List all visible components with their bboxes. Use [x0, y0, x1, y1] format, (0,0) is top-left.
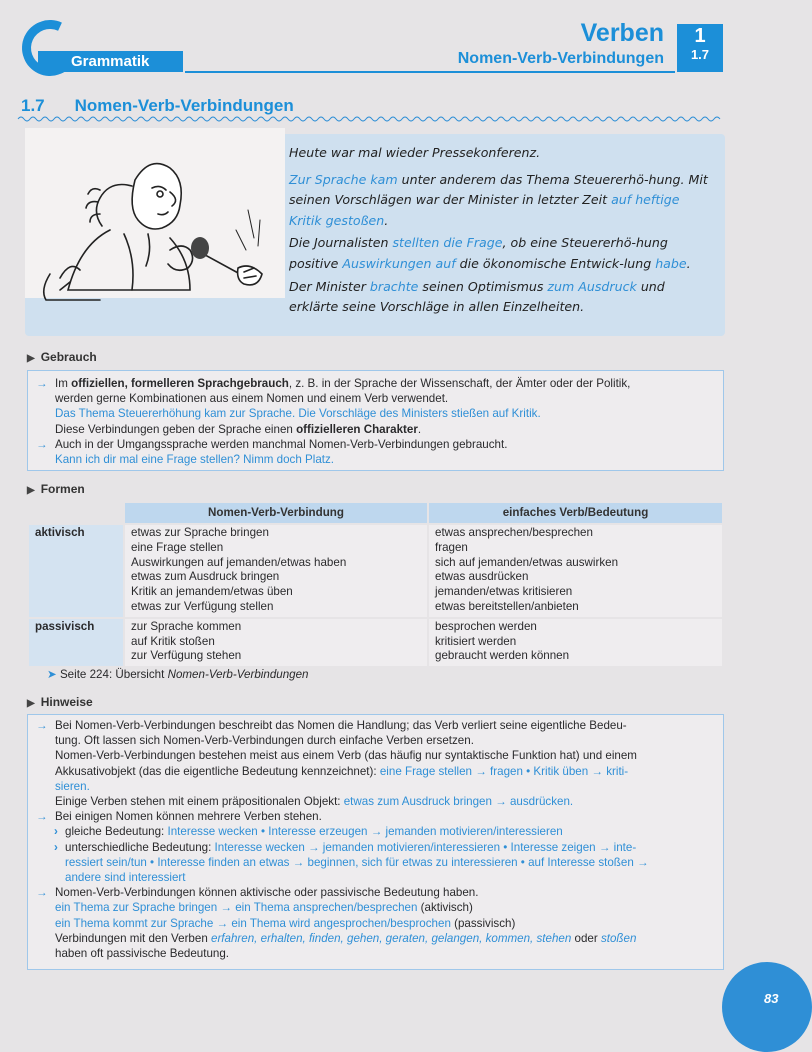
hinweis-line: [28, 718, 723, 733]
gebrauch-box: [27, 370, 724, 471]
text-run: Im: [55, 377, 72, 390]
example-text-run: Die Journalisten: [289, 235, 393, 251]
chapter-number: 1: [694, 25, 706, 47]
nvv-entry: etwas zur Sprache bringen: [131, 526, 269, 539]
hinweis-line: [28, 900, 723, 915]
text-line: [55, 437, 723, 452]
table-corner: [28, 502, 124, 524]
text-run: Auch in der Umgangssprache werden manchmal Nomen-Verb-Verbindungen gebraucht.: [55, 437, 508, 451]
text-run: stoßen: [600, 931, 637, 945]
verb-entry: etwas bereitstellen/anbieten: [435, 599, 579, 613]
verb-cell: [428, 618, 723, 667]
wavy-divider: [18, 115, 724, 123]
highlighted-phrase: brachte: [369, 278, 419, 294]
text-run: Einige Verben stehen mit einem präpositionalen Objekt:: [55, 795, 344, 809]
header-rule: [185, 71, 675, 73]
page-reference-prefix: Seite 224: Übersicht: [59, 668, 168, 681]
example-text-run: , ob eine Steuererhö-hung positive: [289, 235, 668, 271]
table-row: [28, 524, 723, 618]
hinweis-line: [28, 885, 723, 900]
verb-entry: etwas ansprechen/besprechen: [435, 526, 593, 539]
nvv-entry: etwas zum Ausdruck bringen: [131, 570, 280, 584]
hinweis-line: [28, 764, 723, 779]
hinweis-line: [28, 870, 723, 885]
text-run: Verbindungen mit den Verben: [55, 931, 211, 945]
text-run: (passivisch): [450, 916, 516, 930]
verb-entry: etwas ausdrücken: [435, 570, 529, 584]
verb-cell: [428, 524, 723, 618]
section-title-text: Nomen-Verb-Verbindungen: [74, 96, 294, 115]
grammatik-logo-c: [14, 12, 86, 84]
gebrauch-item: [28, 437, 723, 467]
example-text-run: unter anderem das Thema Steuererhö-hung. Mit seinen Vorschlägen war der Minister in letzter Zeit: [289, 171, 708, 208]
text-run: Bei Nomen-Verb-Verbindungen beschreibt das Nomen die Handlung; das Verb verliert seine eigentliche Bedeu-: [55, 719, 627, 732]
text-line: [55, 422, 723, 437]
text-run: Interesse wecken • Interesse erzeugen → jemanden motivieren/interessieren: [167, 825, 563, 839]
text-run: Interesse wecken → jemanden motivieren/interessieren • Interesse zeigen → inte-: [214, 840, 637, 854]
formen-heading: [27, 482, 85, 496]
hinweis-line: [28, 916, 723, 931]
text-run: ein Thema kommt zur Sprache → ein Thema wird angesprochen/besprochen: [55, 916, 451, 930]
text-run: erfahren, erhalten, finden, gehen, geraten, gelangen, kommen, stehen: [211, 931, 572, 945]
text-run: sieren.: [55, 779, 90, 793]
formen-heading-text: Formen: [40, 482, 85, 496]
verb-entry: sich auf jemanden/etwas auswirken: [435, 555, 619, 569]
text-run: gleiche Bedeutung:: [65, 825, 168, 839]
hinweise-heading: [27, 695, 93, 709]
example-text-run: seinen Optimismus: [418, 278, 548, 294]
nvv-entry: Kritik an jemandem/etwas üben: [131, 585, 293, 599]
table-header-nvv: Nomen-Verb-Verbindung: [124, 502, 428, 524]
gebrauch-heading-text: Gebrauch: [40, 350, 97, 364]
page-number: 83: [764, 991, 779, 1006]
example-text-run: die ökonomische Entwick-lung: [455, 255, 656, 271]
arrow-right-icon: →: [36, 886, 48, 900]
example-p2: [289, 170, 714, 232]
text-run: Bei einigen Nomen können mehrere Verben stehen.: [55, 810, 322, 824]
chapter-section-number: 1.7: [690, 47, 710, 62]
hinweis-line: [28, 931, 723, 946]
gebrauch-item: [28, 376, 723, 437]
arrow-right-icon: →: [36, 810, 48, 824]
example-p3: [289, 233, 714, 274]
nvv-entry: zur Verfügung stehen: [131, 649, 242, 663]
text-run: ein Thema zur Sprache bringen → ein Thema ansprechen/besprechen: [55, 901, 418, 915]
verb-entry: besprochen werden: [435, 619, 537, 633]
nvv-entry: eine Frage stellen: [131, 540, 224, 554]
example-text-run: Der Minister: [289, 278, 370, 294]
nvv-entry: etwas zur Verfügung stellen: [131, 599, 274, 613]
verb-entry: gebraucht werden können: [435, 649, 570, 663]
table-row: [28, 618, 723, 667]
text-run: haben oft passivische Bedeutung.: [55, 947, 230, 961]
arrow-right-icon: →: [36, 719, 48, 732]
highlighted-phrase: auf heftige Kritik gestoßen: [289, 192, 680, 228]
highlighted-phrase: stellten die Frage: [392, 235, 503, 251]
nvv-entry: auf Kritik stoßen: [131, 634, 215, 648]
triangle-icon: ▶: [27, 698, 35, 709]
bullet-icon: ›: [54, 825, 58, 839]
highlighted-phrase: habe: [655, 255, 687, 271]
example-text-run: .: [686, 255, 691, 271]
gebrauch-content: [28, 371, 723, 467]
chapter-badge: [677, 24, 723, 72]
text-run: andere sind interessiert: [65, 871, 186, 885]
hinweis-line: [28, 855, 723, 870]
hinweis-line: [28, 824, 723, 839]
text-run: Das Thema Steuererhöhung kam zur Sprache. Die Vorschläge des Ministers stießen auf Kritik.: [55, 407, 541, 421]
hinweis-line: [28, 840, 723, 855]
text-run: Diese Verbindungen geben der Sprache einen: [55, 422, 297, 436]
text-run: eine Frage stellen → fragen • Kritik üben → kriti-: [379, 764, 629, 778]
text-line: [55, 376, 723, 391]
text-run: unterschiedliche Bedeutung:: [65, 840, 215, 854]
text-run: , z. B. in der Sprache der Wissenschaft, der Ämter oder der Politik,: [288, 377, 631, 390]
minister-cartoon-illustration: [40, 150, 270, 310]
example-p4: [289, 277, 714, 318]
hinweis-line: [28, 733, 723, 748]
gebrauch-heading: [27, 350, 97, 364]
text-run: Nomen-Verb-Verbindungen bestehen meist aus einem Verb (das häufig nur syntaktische Funktion hat) und einem: [55, 749, 637, 763]
nvv-cell: [124, 618, 428, 667]
hinweis-line: [28, 809, 723, 824]
example-text-run: und erklärte seine Vorschläge in allen Einzelheiten.: [289, 278, 665, 315]
arrow-right-icon: →: [36, 377, 48, 390]
text-line: [55, 452, 723, 467]
arrow-right-icon: →: [36, 437, 48, 451]
text-run: etwas zum Ausdruck bringen → ausdrücken.: [343, 795, 574, 809]
table-header-verb: einfaches Verb/Bedeutung: [428, 502, 723, 524]
nvv-cell: [124, 524, 428, 618]
section-number: 1.7: [21, 96, 45, 115]
triangle-icon: ▶: [27, 353, 35, 364]
section-title: [21, 96, 294, 116]
text-run: Kann ich dir mal eine Frage stellen? Nimm doch Platz.: [55, 453, 335, 467]
text-run: Akkusativobjekt (das die eigentliche Bedeutung kennzeichnet):: [55, 764, 380, 778]
chapter-title: Verben: [580, 19, 664, 47]
hinweis-line: [28, 946, 723, 961]
nvv-entry: Auswirkungen auf jemanden/etwas haben: [131, 555, 347, 569]
text-line: [55, 406, 723, 421]
highlighted-phrase: Zur Sprache kam: [289, 171, 398, 187]
text-run: .: [417, 422, 422, 436]
text-run: Nomen-Verb-Verbindungen können aktivische oder passivische Bedeutung haben.: [55, 886, 479, 900]
text-run: ressiert sein/tun • Interesse finden an etwas → beginnen, sich für etwas zu interessieren • auf Interesse stoßen →: [65, 855, 649, 869]
text-line: [55, 391, 723, 406]
example-p1: Heute war mal wieder Pressekonferenz.: [289, 145, 541, 160]
hinweise-heading-text: Hinweise: [40, 695, 93, 709]
verb-entry: kritisiert werden: [435, 634, 517, 648]
bullet-icon: ›: [54, 840, 58, 854]
page-reference: [47, 667, 309, 682]
page-reference-title: Nomen-Verb-Verbindungen: [167, 668, 309, 681]
example-text-run: .: [384, 212, 389, 228]
nvv-entry: zur Sprache kommen: [131, 619, 242, 633]
text-run: tung. Oft lassen sich Nomen-Verb-Verbindungen durch einfache Verben ersetzen.: [55, 734, 474, 748]
verb-entry: fragen: [435, 540, 468, 554]
hinweise-box: [27, 714, 724, 970]
chapter-subtitle: Nomen-Verb-Verbindungen: [457, 50, 664, 67]
formen-table-body: [28, 524, 723, 667]
text-run: oder: [571, 931, 601, 945]
arrow-right-icon: ➤: [47, 668, 57, 681]
page-number-tab: [722, 962, 812, 1052]
verb-entry: jemanden/etwas kritisieren: [435, 585, 573, 599]
formen-table: [27, 501, 724, 668]
highlighted-phrase: Auswirkungen auf: [342, 255, 456, 271]
text-run: (aktivisch): [417, 901, 473, 915]
hinweise-content: [28, 715, 723, 961]
triangle-icon: ▶: [27, 485, 35, 496]
hinweis-line: [28, 794, 723, 809]
hinweis-line: [28, 779, 723, 794]
row-label: passivisch: [28, 618, 124, 667]
text-run: offiziellen, formelleren Sprachgebrauch: [71, 377, 289, 390]
highlighted-phrase: zum Ausdruck: [547, 278, 637, 294]
example-text: [289, 143, 714, 318]
text-run: offizielleren Charakter: [296, 422, 418, 436]
text-run: werden gerne Kombinationen aus einem Nomen und einem Verb verwendet.: [55, 392, 449, 406]
brand-label: Grammatik: [38, 51, 183, 72]
hinweis-line: [28, 748, 723, 763]
row-label: aktivisch: [28, 524, 124, 618]
